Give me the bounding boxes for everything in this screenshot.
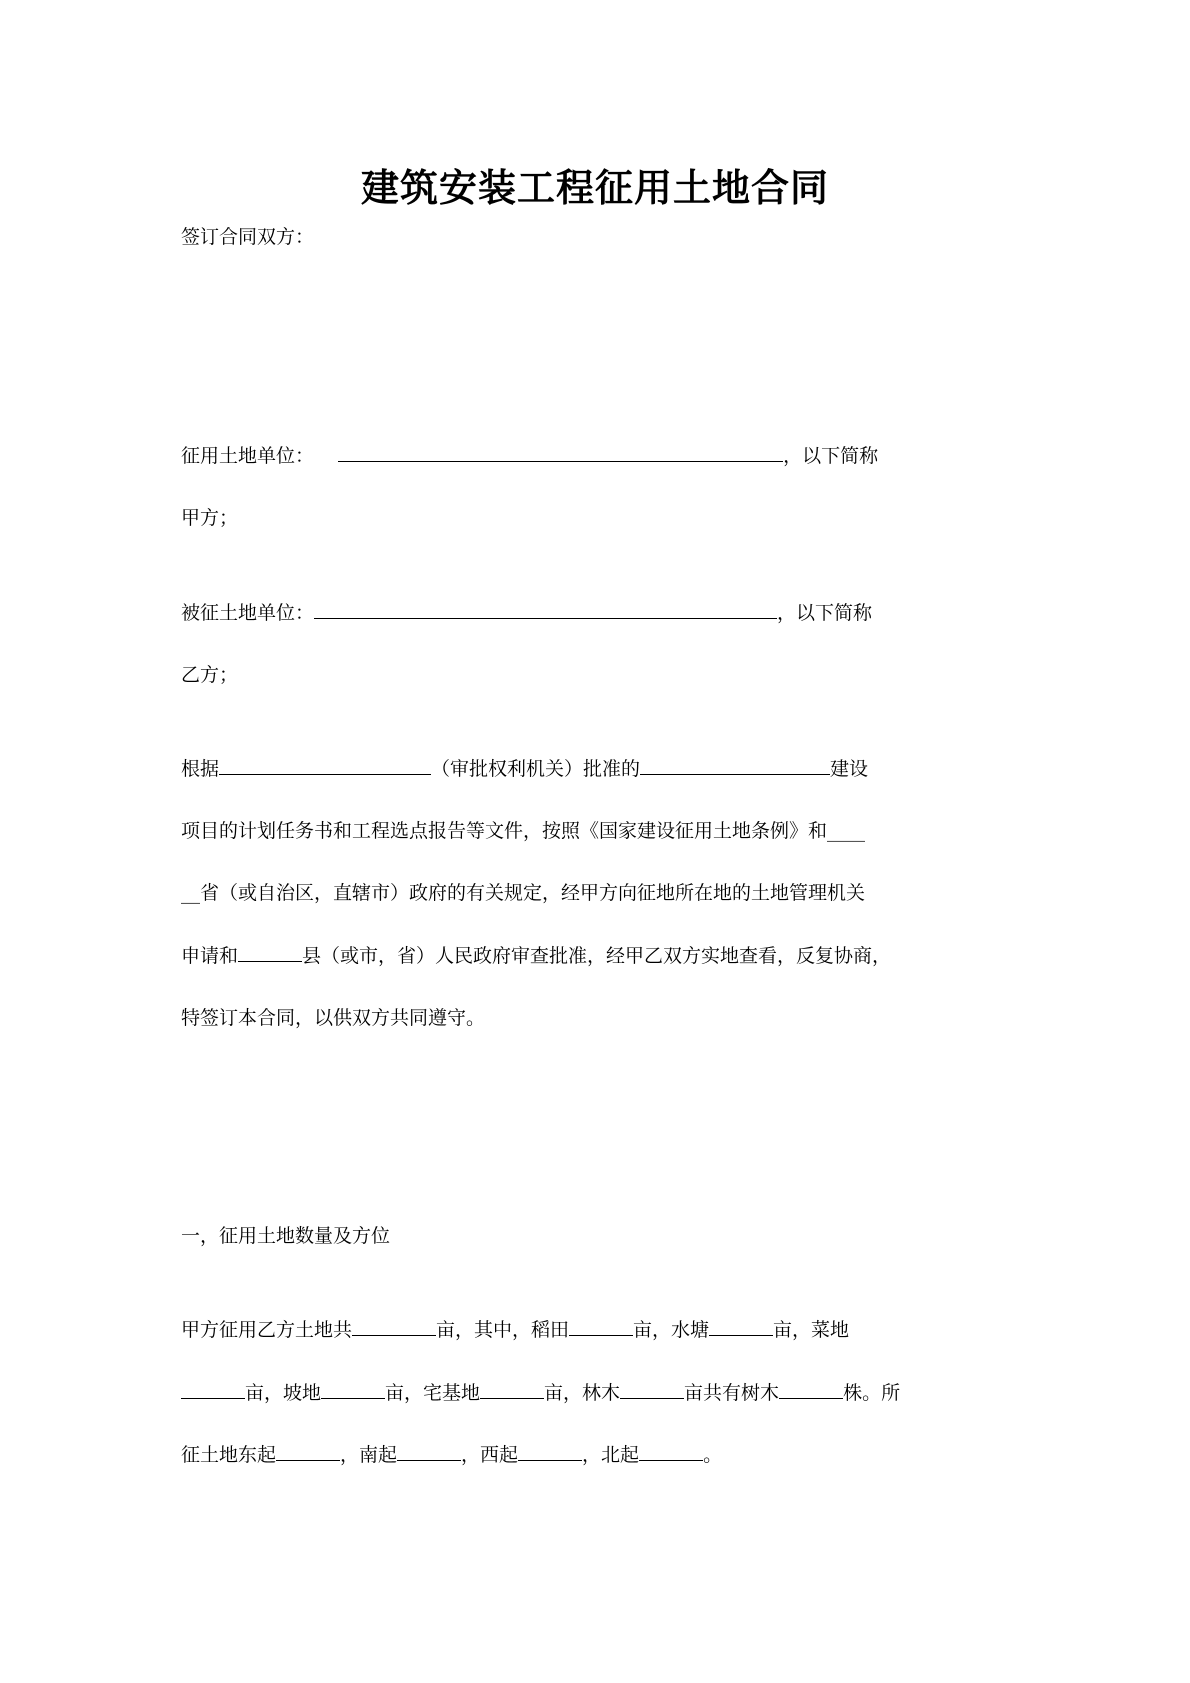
section-text: ，西起 [461, 1444, 519, 1466]
preamble-text: （审批权利机关）批准的 [431, 758, 641, 780]
section-text: 亩，坡地 [245, 1382, 322, 1404]
party-b-label: 被征土地单位： [181, 602, 315, 624]
county-blank[interactable] [238, 943, 302, 962]
section-text: 征土地东起 [181, 1444, 277, 1466]
section-1-heading: 一，征用土地数量及方位 [181, 1225, 391, 1247]
preamble-line-4 [181, 943, 891, 969]
forest-blank[interactable] [620, 1380, 684, 1399]
party-b-line [181, 600, 872, 626]
section-text: 亩共有树木 [684, 1382, 780, 1404]
vegetable-blank[interactable] [181, 1380, 245, 1399]
preamble-line-5: 特签订本合同，以供双方共同遵守。 [181, 1007, 486, 1029]
section-text: 亩，宅基地 [385, 1382, 481, 1404]
party-b-suffix: ，以下简称 [777, 602, 873, 624]
party-b-blank[interactable] [314, 600, 777, 619]
party-a-continuation: 甲方； [181, 507, 239, 529]
section-1-line-2 [181, 1380, 900, 1406]
pond-blank[interactable] [709, 1317, 773, 1336]
section-text: 亩，林木 [544, 1382, 621, 1404]
homestead-blank[interactable] [480, 1380, 544, 1399]
party-a-suffix: ，以下简称 [783, 445, 879, 467]
section-1-line-1 [181, 1317, 849, 1343]
section-text: 亩，菜地 [773, 1319, 850, 1341]
total-area-blank[interactable] [352, 1317, 436, 1336]
slope-blank[interactable] [321, 1380, 385, 1399]
section-text: ，北起 [582, 1444, 640, 1466]
preamble-text: 建设 [830, 758, 869, 780]
preamble-line-3: __省（或自治区，直辖市）政府的有关规定，经甲方向征地所在地的土地管理机关 [181, 882, 866, 904]
section-1-line-3 [181, 1442, 722, 1468]
page-title: 建筑安装工程征用土地合同 [360, 165, 829, 210]
preamble-text: 申请和 [181, 945, 239, 967]
preamble-line-2: 项目的计划任务书和工程选点报告等文件，按照《国家建设征用土地条例》和____ [181, 820, 866, 842]
east-boundary-blank[interactable] [276, 1442, 340, 1461]
section-text: 株。所 [843, 1382, 901, 1404]
approval-authority-blank[interactable] [219, 756, 431, 775]
preamble-line-1 [181, 756, 868, 782]
section-text: 。 [703, 1444, 723, 1466]
preamble-text: 根据 [181, 758, 220, 780]
west-boundary-blank[interactable] [518, 1442, 582, 1461]
north-boundary-blank[interactable] [639, 1442, 703, 1461]
party-b-continuation: 乙方； [181, 664, 239, 686]
party-a-line [181, 443, 878, 469]
project-name-blank[interactable] [640, 756, 830, 775]
south-boundary-blank[interactable] [397, 1442, 461, 1461]
parties-label: 签订合同双方： [181, 226, 315, 248]
party-a-label: 征用土地单位： [181, 445, 315, 467]
section-text: 亩，其中，稻田 [436, 1319, 570, 1341]
trees-blank[interactable] [779, 1380, 843, 1399]
party-a-blank[interactable] [338, 443, 783, 462]
section-text: ，南起 [340, 1444, 398, 1466]
section-text: 亩，水塘 [633, 1319, 710, 1341]
paddy-blank[interactable] [569, 1317, 633, 1336]
section-text: 甲方征用乙方土地共 [181, 1319, 353, 1341]
preamble-text: 县（或市，省）人民政府审查批准，经甲乙双方实地查看，反复协商， [302, 945, 892, 967]
